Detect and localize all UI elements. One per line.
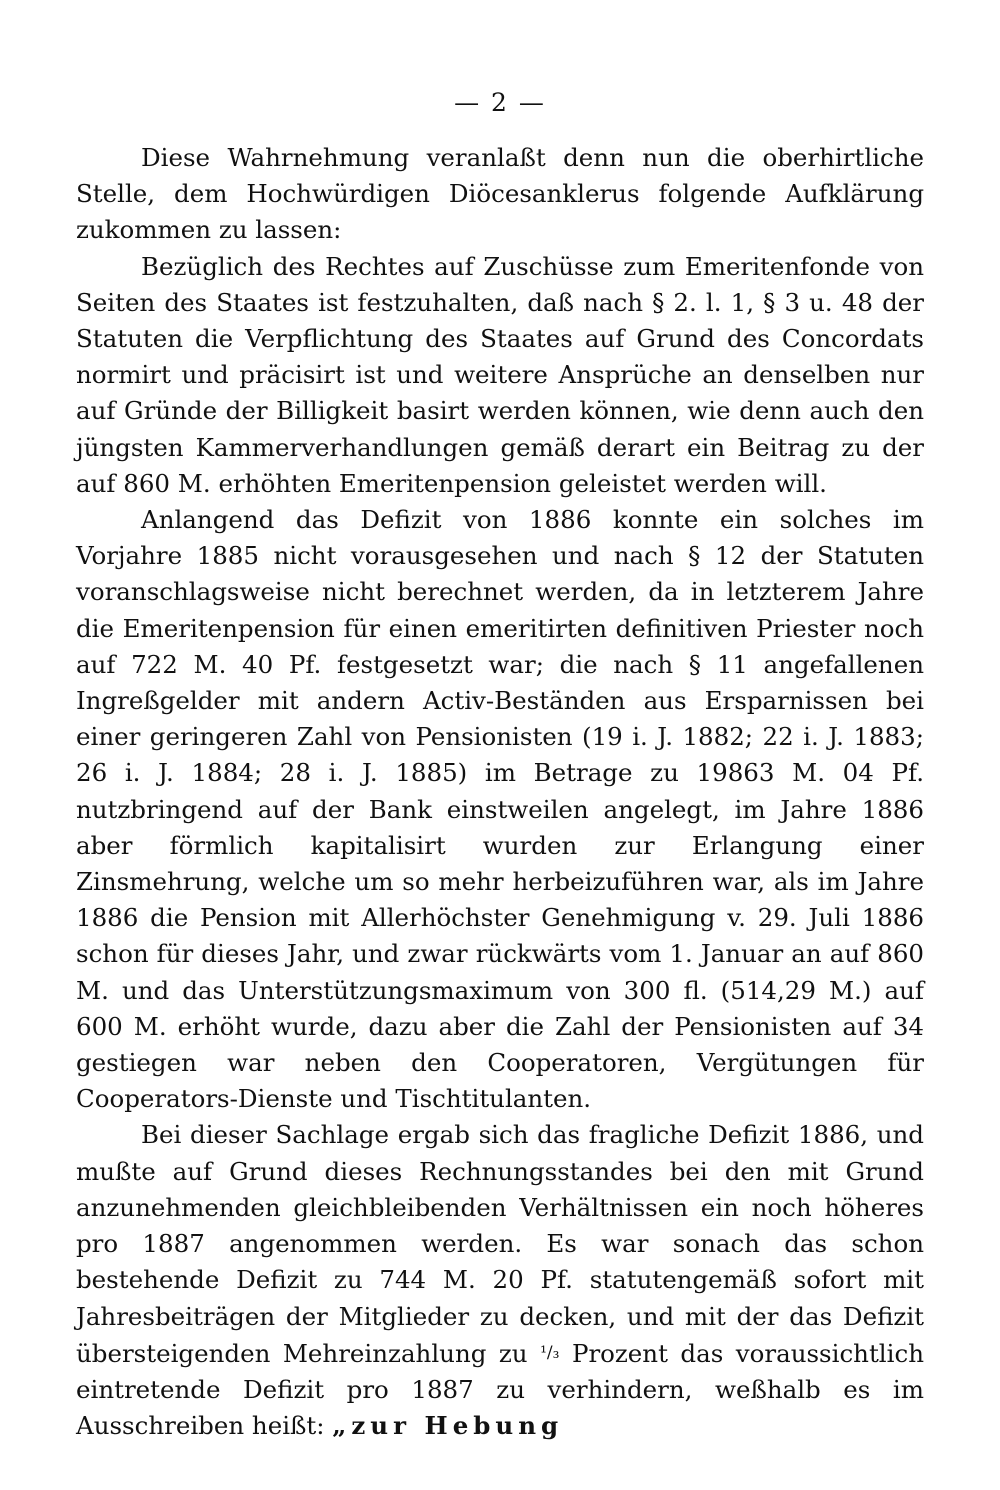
fraction-one-third: ¹/₃ bbox=[540, 1342, 560, 1363]
paragraph-1: Diese Wahrnehmung veranlaßt denn nun die oberhirtliche Stelle, dem Hochwürdigen Diöcesanklerus folgende Aufklärung zukommen zu lassen: bbox=[76, 143, 924, 245]
body-text bbox=[76, 140, 924, 1444]
paragraph-2: Bezüglich des Rechtes auf Zuschüsse zum Emeritenfonde von Seiten des Staates ist festzuhalten, daß nach § 2. l. 1, § 3 u. 48 der Statuten die Verpflichtung des Staates auf Grund des Concordats normirt und präcisirt ist und weitere Ansprüche an denselben nur auf Gründe der Billigkeit basirt werden können, wie denn auch den jüngsten Kammerverhandlungen gemäß derart ein Beitrag zu der auf 860 M. erhöhten Emeritenpension geleistet werden will. bbox=[76, 251, 924, 498]
page-number: — 2 — bbox=[454, 88, 546, 117]
quote-start: „zur Hebung bbox=[332, 1411, 564, 1441]
paragraph-3: Anlangend das Defizit von 1886 konnte ein solches im Vorjahre 1885 nicht vorausgesehen und nach § 12 der Statuten voranschlagsweise nicht berechnet werden, da in letzterem Jahre die Emeritenpension für einen emeritirten definitiven Priester noch auf 722 M. 40 Pf. festgesetzt war; die nach § 11 angefallenen Ingreßgelder mit andern Activ-Beständen aus Ersparnissen bei einer geringeren Zahl von Pensionisten (19 i. J. 1882; 22 i. J. 1883; 26 i. J. 1884; 28 i. J. 1885) im Betrage zu 19863 M. 04 Pf. nutzbringend auf der Bank einstweilen angelegt, im Jahre 1886 aber förmlich kapitalisirt wurden zur Erlangung einer Zinsmehrung, welche um so mehr herbeizuführen war, als im Jahre 1886 die Pension mit Allerhöchster Genehmigung v. 29. Juli 1886 schon für dieses Jahr, und zwar rückwärts vom 1. Januar an auf 860 M. und das Unterstützungsmaximum von 300 fl. (514,29 M.) auf 600 M. erhöht wurde, dazu aber die Zahl der Pensionisten auf 34 gestiegen war neben den Cooperatoren, Vergütungen für Cooperators-Dienste und Tischtitulanten. bbox=[76, 505, 924, 1114]
paragraph-4-part-1: Bei dieser Sachlage ergab sich das fragliche Defizit 1886, und mußte auf Grund dieses Rechnungsstandes bei den mit Grund anzunehmenden gleichbleibenden Verhältnissen ein noch höheres pro 1887 angenommen werden. Es war sonach das schon bestehende Defizit zu 744 M. 20 Pf. statutengemäß sofort mit Jahresbeiträgen der Mitglieder zu decken, und mit der das Defizit übersteigenden Mehreinzahlung zu bbox=[76, 1120, 924, 1368]
paragraph-4 bbox=[76, 1117, 924, 1444]
paragraph-4-part-2: Prozent das voraussichtlich eintretende Defizit pro 1887 zu verhindern, weßhalb es im Ausschreiben heißt: bbox=[76, 1338, 924, 1441]
